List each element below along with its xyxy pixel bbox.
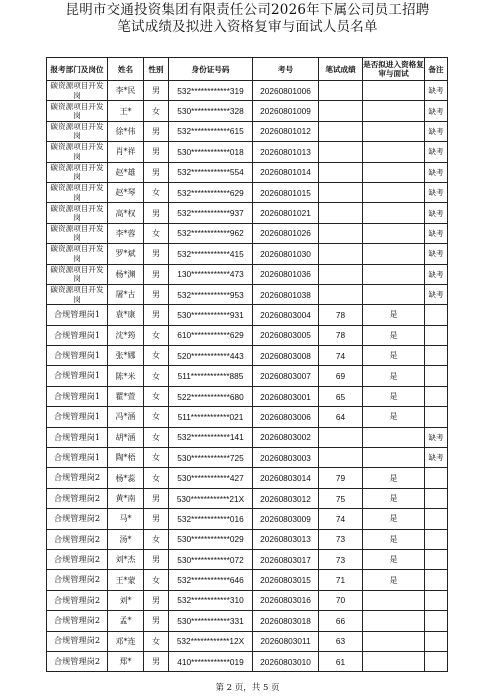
cell-gender: 女: [144, 468, 169, 488]
cell-id-number: 530************21X: [169, 488, 253, 508]
cell-score: 74: [319, 346, 363, 366]
cell-note: [425, 468, 448, 488]
cell-id-number: 130************473: [169, 264, 253, 284]
cell-id-number: 530************072: [169, 549, 253, 569]
cell-advance: [363, 121, 425, 141]
cell-dept: 合规管理岗2: [47, 509, 108, 529]
cell-name: 郑*: [108, 651, 144, 671]
cell-score: [319, 101, 363, 121]
cell-exam-number: 20260801015: [253, 182, 319, 202]
cell-name: 瞿*萱: [108, 386, 144, 406]
cell-dept: 合规管理岗1: [47, 448, 108, 468]
cell-score: 70: [319, 590, 363, 610]
cell-exam-number: 20260801021: [253, 203, 319, 223]
cell-name: 屠*古: [108, 284, 144, 304]
cell-score: [319, 81, 363, 101]
cell-gender: 男: [144, 244, 169, 264]
cell-score: 66: [319, 611, 363, 631]
cell-advance: 是: [363, 488, 425, 508]
cell-exam-number: 20260803001: [253, 386, 319, 406]
cell-dept: 合规管理岗2: [47, 590, 108, 610]
cell-note: [425, 529, 448, 549]
cell-dept: 碳资源项目开发岗: [47, 142, 108, 162]
cell-exam-number: 20260803011: [253, 631, 319, 651]
cell-exam-number: 20260803018: [253, 611, 319, 631]
cell-dept: 合规管理岗1: [47, 305, 108, 325]
table-row: [47, 142, 448, 162]
cell-advance: [363, 223, 425, 243]
cell-exam-number: 20260801009: [253, 101, 319, 121]
cell-exam-number: 20260801014: [253, 162, 319, 182]
cell-advance: 是: [363, 529, 425, 549]
column-header-exam-no: 考号: [253, 58, 319, 81]
cell-gender: 女: [144, 223, 169, 243]
table-row: [47, 407, 448, 427]
table-row: [47, 549, 448, 569]
cell-gender: 男: [144, 203, 169, 223]
cell-exam-number: 20260803004: [253, 305, 319, 325]
cell-name: 沈*筠: [108, 325, 144, 345]
cell-note: [425, 631, 448, 651]
cell-exam-number: 20260801036: [253, 264, 319, 284]
column-header-dept: 报考部门及岗位: [47, 58, 108, 81]
cell-name: 冯*涵: [108, 407, 144, 427]
cell-id-number: 530************931: [169, 305, 253, 325]
cell-name: 刘*: [108, 590, 144, 610]
table-row: [47, 366, 448, 386]
cell-advance: 是: [363, 366, 425, 386]
cell-name: 刘*杰: [108, 549, 144, 569]
cell-dept: 合规管理岗2: [47, 488, 108, 508]
cell-gender: 男: [144, 305, 169, 325]
cell-note: [425, 488, 448, 508]
cell-name: 徐*伟: [108, 121, 144, 141]
table-row: [47, 488, 448, 508]
cell-gender: 男: [144, 284, 169, 304]
cell-exam-number: 20260803009: [253, 509, 319, 529]
cell-gender: 男: [144, 264, 169, 284]
cell-id-number: 532************415: [169, 244, 253, 264]
cell-exam-number: 20260801013: [253, 142, 319, 162]
cell-advance: 是: [363, 346, 425, 366]
table-row: [47, 162, 448, 182]
table-row: [47, 305, 448, 325]
cell-dept: 碳资源项目开发岗: [47, 162, 108, 182]
cell-name: 李*民: [108, 81, 144, 101]
table-row: [47, 244, 448, 264]
cell-note: [425, 651, 448, 671]
page-title-line-1: 昆明市交通投资集团有限责任公司2026年下属公司员工招聘: [65, 2, 430, 18]
cell-note: [425, 366, 448, 386]
cell-score: [319, 448, 363, 468]
cell-note: [425, 509, 448, 529]
cell-exam-number: 20260803010: [253, 651, 319, 671]
cell-advance: [363, 142, 425, 162]
cell-gender: 女: [144, 366, 169, 386]
cell-gender: 男: [144, 81, 169, 101]
cell-note: 缺考: [425, 223, 448, 243]
cell-note: 缺考: [425, 264, 448, 284]
cell-gender: 男: [144, 549, 169, 569]
cell-exam-number: 20260803016: [253, 590, 319, 610]
cell-id-number: 532************319: [169, 81, 253, 101]
cell-exam-number: 20260801026: [253, 223, 319, 243]
cell-gender: 女: [144, 101, 169, 121]
cell-score: 71: [319, 570, 363, 590]
cell-score: 73: [319, 549, 363, 569]
cell-advance: [363, 203, 425, 223]
cell-dept: 合规管理岗2: [47, 468, 108, 488]
table-row: [47, 81, 448, 101]
cell-dept: 合规管理岗2: [47, 549, 108, 569]
column-header-advance: 是否拟进入资格复审与面试: [363, 58, 425, 81]
cell-exam-number: 20260803008: [253, 346, 319, 366]
cell-name: 高*权: [108, 203, 144, 223]
cell-note: [425, 570, 448, 590]
table-row: [47, 386, 448, 406]
cell-note: 缺考: [425, 448, 448, 468]
cell-gender: 男: [144, 611, 169, 631]
cell-exam-number: 20260803003: [253, 448, 319, 468]
cell-dept: 碳资源项目开发岗: [47, 244, 108, 264]
cell-advance: 是: [363, 468, 425, 488]
table-row: [47, 529, 448, 549]
page-footer: 第 2 页，共 5 页: [215, 683, 280, 693]
cell-score: [319, 244, 363, 264]
cell-id-number: 530************427: [169, 468, 253, 488]
table-header-row: [47, 58, 448, 81]
cell-id-number: 520************443: [169, 346, 253, 366]
cell-exam-number: 20260803013: [253, 529, 319, 549]
cell-note: 缺考: [425, 427, 448, 447]
table-row: [47, 203, 448, 223]
cell-advance: [363, 590, 425, 610]
cell-name: 胡*涵: [108, 427, 144, 447]
table-row: [47, 468, 448, 488]
table-row: [47, 101, 448, 121]
cell-id-number: 511************885: [169, 366, 253, 386]
cell-dept: 碳资源项目开发岗: [47, 284, 108, 304]
cell-advance: [363, 651, 425, 671]
cell-name: 赵*琴: [108, 182, 144, 202]
cell-advance: [363, 448, 425, 468]
cell-advance: 是: [363, 407, 425, 427]
column-header-name: 姓名: [108, 58, 144, 81]
cell-score: [319, 142, 363, 162]
cell-name: 王*蒙: [108, 570, 144, 590]
cell-dept: 合规管理岗2: [47, 570, 108, 590]
table-row: [47, 284, 448, 304]
cell-id-number: 530************029: [169, 529, 253, 549]
cell-score: [319, 162, 363, 182]
column-header-gender: 性别: [144, 58, 169, 81]
cell-dept: 合规管理岗2: [47, 611, 108, 631]
cell-advance: [363, 162, 425, 182]
cell-note: 缺考: [425, 182, 448, 202]
cell-exam-number: 20260801030: [253, 244, 319, 264]
cell-name: 袁*康: [108, 305, 144, 325]
cell-id-number: 532************953: [169, 284, 253, 304]
cell-advance: [363, 631, 425, 651]
cell-exam-number: 20260803002: [253, 427, 319, 447]
cell-exam-number: 20260803012: [253, 488, 319, 508]
cell-id-number: 532************141: [169, 427, 253, 447]
results-table: [46, 57, 448, 672]
cell-name: 孟*: [108, 611, 144, 631]
cell-gender: 女: [144, 448, 169, 468]
cell-name: 赵*雄: [108, 162, 144, 182]
cell-advance: [363, 182, 425, 202]
table-row: [47, 570, 448, 590]
cell-note: [425, 611, 448, 631]
cell-score: [319, 182, 363, 202]
cell-name: 杨*蕊: [108, 468, 144, 488]
cell-exam-number: 20260801012: [253, 121, 319, 141]
cell-dept: 碳资源项目开发岗: [47, 182, 108, 202]
cell-score: 64: [319, 407, 363, 427]
cell-id-number: 532************12X: [169, 631, 253, 651]
cell-gender: 女: [144, 386, 169, 406]
cell-name: 邓*连: [108, 631, 144, 651]
cell-gender: 女: [144, 631, 169, 651]
cell-advance: 是: [363, 325, 425, 345]
cell-dept: 合规管理岗1: [47, 325, 108, 345]
cell-id-number: 511************021: [169, 407, 253, 427]
cell-id-number: 532************554: [169, 162, 253, 182]
cell-advance: [363, 611, 425, 631]
cell-note: 缺考: [425, 101, 448, 121]
cell-score: 61: [319, 651, 363, 671]
cell-gender: 女: [144, 570, 169, 590]
cell-name: 王*: [108, 101, 144, 121]
cell-name: 马*: [108, 509, 144, 529]
cell-score: 69: [319, 366, 363, 386]
cell-exam-number: 20260803015: [253, 570, 319, 590]
cell-id-number: 410************019: [169, 651, 253, 671]
cell-exam-number: 20260803006: [253, 407, 319, 427]
table-row: [47, 651, 448, 671]
cell-id-number: 530************018: [169, 142, 253, 162]
cell-gender: 女: [144, 407, 169, 427]
cell-gender: 女: [144, 427, 169, 447]
cell-advance: [363, 244, 425, 264]
cell-exam-number: 20260801006: [253, 81, 319, 101]
cell-score: [319, 284, 363, 304]
cell-dept: 合规管理岗2: [47, 631, 108, 651]
table-row: [47, 325, 448, 345]
cell-dept: 合规管理岗1: [47, 407, 108, 427]
cell-note: 缺考: [425, 81, 448, 101]
cell-score: 74: [319, 509, 363, 529]
cell-gender: 男: [144, 651, 169, 671]
cell-gender: 女: [144, 182, 169, 202]
cell-advance: [363, 81, 425, 101]
cell-note: [425, 549, 448, 569]
table-row: [47, 590, 448, 610]
table-row: [47, 631, 448, 651]
cell-advance: [363, 264, 425, 284]
cell-exam-number: 20260803007: [253, 366, 319, 386]
cell-gender: 女: [144, 529, 169, 549]
cell-id-number: 530************328: [169, 101, 253, 121]
cell-name: 陈*米: [108, 366, 144, 386]
cell-note: 缺考: [425, 142, 448, 162]
cell-id-number: 532************615: [169, 121, 253, 141]
cell-score: [319, 264, 363, 284]
cell-gender: 女: [144, 346, 169, 366]
cell-note: [425, 386, 448, 406]
cell-dept: 合规管理岗1: [47, 346, 108, 366]
table-row: [47, 427, 448, 447]
cell-dept: 碳资源项目开发岗: [47, 81, 108, 101]
cell-dept: 碳资源项目开发岗: [47, 121, 108, 141]
cell-advance: 是: [363, 570, 425, 590]
cell-id-number: 522************680: [169, 386, 253, 406]
table-row: [47, 264, 448, 284]
cell-score: 79: [319, 468, 363, 488]
cell-gender: 男: [144, 590, 169, 610]
cell-note: [425, 325, 448, 345]
cell-exam-number: 20260801038: [253, 284, 319, 304]
cell-score: 63: [319, 631, 363, 651]
cell-advance: 是: [363, 509, 425, 529]
cell-dept: 合规管理岗2: [47, 529, 108, 549]
cell-note: 缺考: [425, 284, 448, 304]
cell-note: 缺考: [425, 121, 448, 141]
cell-dept: 合规管理岗2: [47, 651, 108, 671]
cell-note: 缺考: [425, 203, 448, 223]
table-row: [47, 223, 448, 243]
cell-exam-number: 20260803005: [253, 325, 319, 345]
cell-advance: 是: [363, 549, 425, 569]
cell-score: 73: [319, 529, 363, 549]
cell-advance: [363, 284, 425, 304]
table-row: [47, 509, 448, 529]
cell-score: 78: [319, 305, 363, 325]
table-row: [47, 448, 448, 468]
cell-id-number: 532************016: [169, 509, 253, 529]
cell-score: 65: [319, 386, 363, 406]
cell-dept: 碳资源项目开发岗: [47, 264, 108, 284]
cell-advance: 是: [363, 305, 425, 325]
page-title-line-2: 笔试成绩及拟进入资格复审与面试人员名单: [117, 19, 378, 35]
cell-exam-number: 20260803014: [253, 468, 319, 488]
table-row: [47, 346, 448, 366]
cell-name: 杨*渊: [108, 264, 144, 284]
cell-name: 张*娜: [108, 346, 144, 366]
cell-score: [319, 203, 363, 223]
cell-name: 李*蓉: [108, 223, 144, 243]
cell-name: 陶*梧: [108, 448, 144, 468]
cell-gender: 男: [144, 121, 169, 141]
cell-note: 缺考: [425, 244, 448, 264]
cell-gender: 男: [144, 162, 169, 182]
cell-dept: 碳资源项目开发岗: [47, 223, 108, 243]
column-header-score: 笔试成绩: [319, 58, 363, 81]
cell-name: 汤*: [108, 529, 144, 549]
cell-name: 罗*斌: [108, 244, 144, 264]
cell-advance: 是: [363, 386, 425, 406]
cell-dept: 碳资源项目开发岗: [47, 101, 108, 121]
cell-id-number: 532************937: [169, 203, 253, 223]
cell-gender: 男: [144, 488, 169, 508]
cell-dept: 碳资源项目开发岗: [47, 203, 108, 223]
cell-note: [425, 346, 448, 366]
cell-score: 78: [319, 325, 363, 345]
cell-dept: 合规管理岗1: [47, 427, 108, 447]
cell-dept: 合规管理岗1: [47, 386, 108, 406]
cell-gender: 女: [144, 325, 169, 345]
column-header-id: 身份证号码: [169, 58, 253, 81]
column-header-note: 备注: [425, 58, 448, 81]
table-row: [47, 182, 448, 202]
cell-id-number: 532************962: [169, 223, 253, 243]
cell-id-number: 530************725: [169, 448, 253, 468]
cell-id-number: 530************331: [169, 611, 253, 631]
cell-exam-number: 20260803017: [253, 549, 319, 569]
cell-id-number: 610************629: [169, 325, 253, 345]
cell-name: 肖*祥: [108, 142, 144, 162]
cell-score: 75: [319, 488, 363, 508]
cell-score: [319, 223, 363, 243]
cell-id-number: 532************646: [169, 570, 253, 590]
cell-advance: [363, 427, 425, 447]
cell-dept: 合规管理岗1: [47, 366, 108, 386]
table-row: [47, 611, 448, 631]
cell-gender: 男: [144, 142, 169, 162]
cell-note: 缺考: [425, 162, 448, 182]
cell-score: [319, 427, 363, 447]
cell-gender: 男: [144, 509, 169, 529]
cell-score: [319, 121, 363, 141]
cell-note: [425, 407, 448, 427]
cell-id-number: 532************310: [169, 590, 253, 610]
cell-note: [425, 590, 448, 610]
cell-note: [425, 305, 448, 325]
cell-name: 黄*南: [108, 488, 144, 508]
table-row: [47, 121, 448, 141]
cell-id-number: 532************629: [169, 182, 253, 202]
cell-advance: [363, 101, 425, 121]
